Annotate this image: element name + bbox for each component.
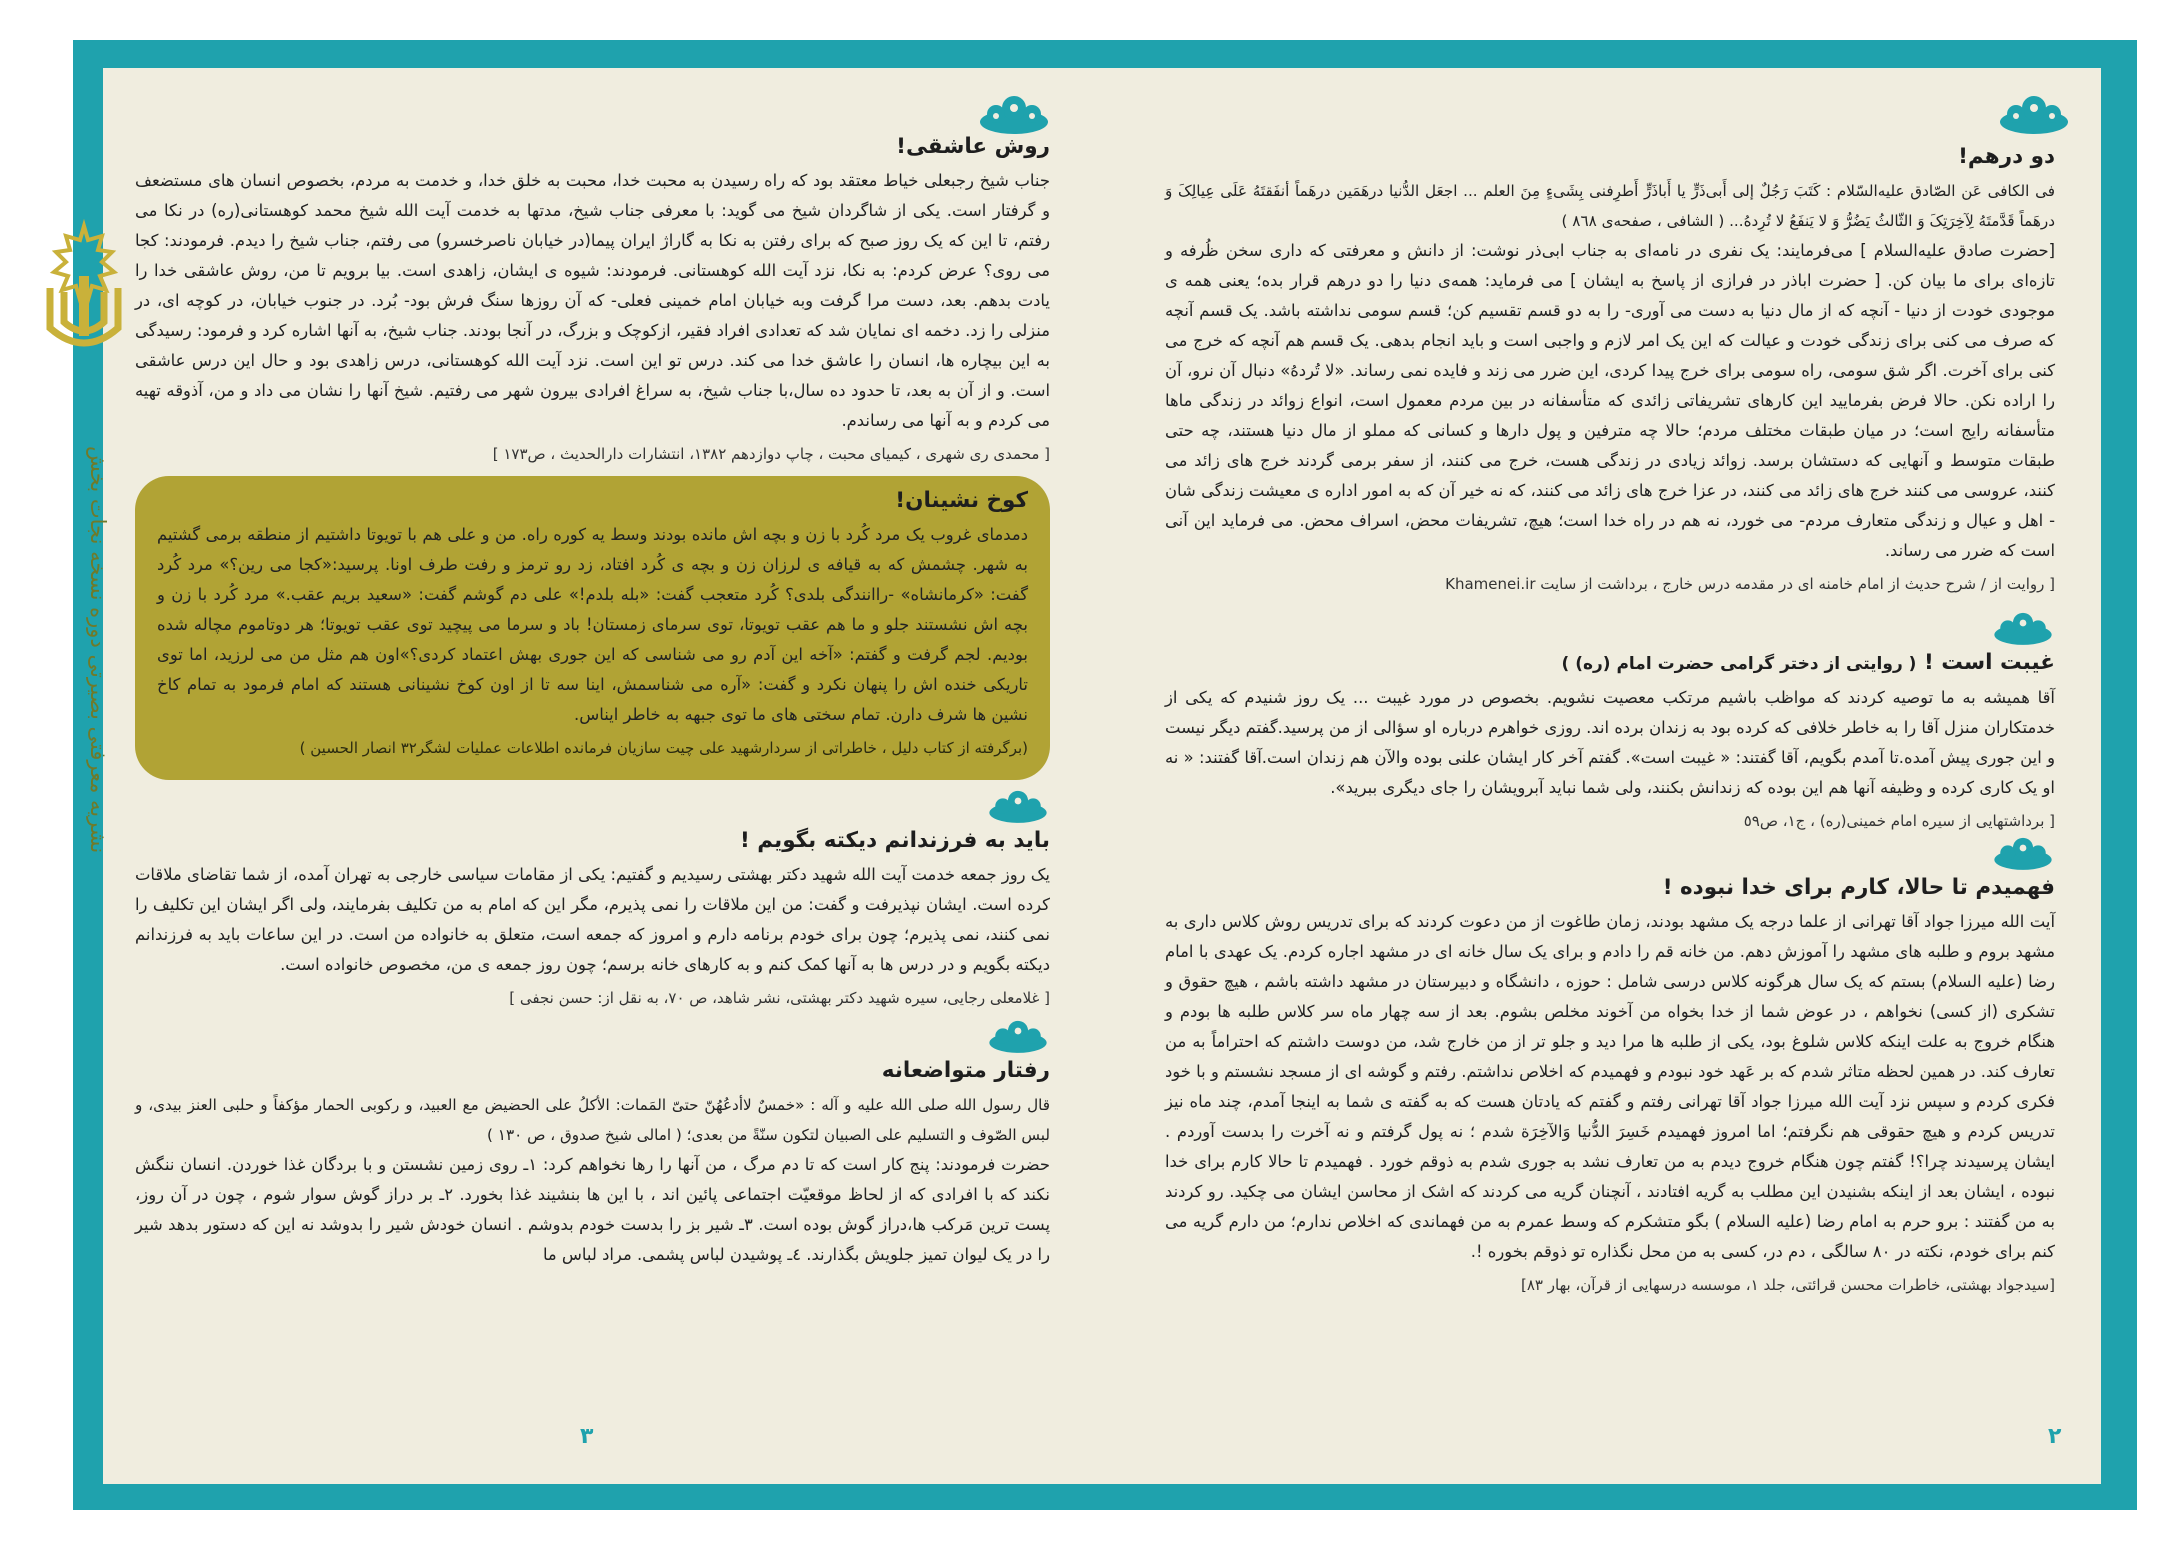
ornament-icon <box>986 1016 1050 1056</box>
hadith-text: قال رسول الله صلی الله علیه و آله : «خمسٌ لاأدعُهُنّ حتیّ المَمات: الأکلُ علی الحضیض مع العبید، و رکوبی الحمار مؤکفاً و حلبی العنز بیدی، و لبس الصّوف و التسلیم علی الصبیان لتکون سنّةً من بعدی؛ ( امالی شیخ صدوق ، ص ١٣٠ ) <box>135 1096 1050 1144</box>
section-title: دو درهم! <box>1958 144 2055 169</box>
section-dictation <box>135 826 1050 1010</box>
title-subtitle: ( روایتی از دختر گرامی حضرت امام (ره) ) <box>1561 654 1917 674</box>
ornament-icon <box>1991 608 2055 648</box>
section-title <box>1165 648 2055 679</box>
section-body: جناب شیخ رجبعلی خیاط معتقد بود که راه رسیدن به محبت خدا، محبت به خلق خدا، و خدمت به مردم، بخصوص انسان های مستضعف و گرفتار است. یکی از شاگردان شیخ می گوید: با معرفی جناب شیخ، مدتها به خدمت آیت الله شیخ محمد کوهستانی(ره) در نکا می رفتم، تا این که یک روز صبح که برای رفتن به نکا به گاراژ ایران پیما(در خیابان ناصرخسرو) می رفتم، جناب شیخ را دیدم. فرمودند: کجا می روی؟ عرض کردم: به نکا، نزد آیت الله کوهستانی. فرمودند: شیوه ی ایشان، زاهدی است. بیا برویم تا من، روش عاشقی خدا را یادت بدهم. بعد، دست مرا گرفت وبه خیابان امام خمینی فعلی- که آن روزها سنگ فرش بود- بُرد. در جنوب خیابان، در کوچه ای، در منزلی را زد. دخمه ای نمایان شد که تعدادی افراد فقیر، ازکوچک و بزرگ، در آنجا بودند. جناب شیخ، به آنها اشاره کرد و فرمود: رسیدگی به این بیچاره ها، انسان را عاشق خدا می کند. درس تو این است. نزد آیت الله کوهستانی، درس زاهدی بود و حال این درس عاشقی است. و از آن به بعد، تا حدود ده سال،با جناب شیخ، به سراغ افرادی بیرون شهر می رفتیم. شیخ آنها را نشان می داد و من، آذوقه تهیه می کردم و به آنها می رساندم. <box>135 171 1050 430</box>
section-body: آیت الله میرزا جواد آقا تهرانی از علما درجه یک مشهد بودند، زمان طاغوت از من دعوت کردند که برای تدریس روش کلاس داری به مشهد بروم و طلبه های مشهد را آموزش دهم. من خانه قم را دادم و برای یک سال خانه ای در مشهد اجاره کردم. یک عهدی با امام رضا (علیه السلام) بستم که یک سال هرگونه کلاس درسی شامل : حوزه ، دانشگاه و دبیرستان در مشهد داشته باشم ، هیچ حقوق و تشکری (از کسی) نخواهم ، در عوض شما از خدا بخواه من آخوند مخلص بشوم. بعد از سه چهار ماه سر کلاس طلبه ها بودم و هنگام خروج به علت اینکه کلاس شلوغ بود، یکی از طلبه ها مرا دید و جلو تر از من خارج شد، من دوست داشتم که احتراماً به من تعارف کند. در همین لحظه متاثر شدم که بر عَهد خود نبودم و فهمیدم که اخلاص نداشتم. رفتم و گوشه ای از مسجد نشستم و با خود فکری کردم و سپس نزد آیت الله میرزا جواد آقا تهرانی رفتم و گفتم که یادتان هست که به گفته ی شما به اینجا آمدم، چند ماه نیز تدریس کردم و هیچ حقوقی هم نگرفتم؛ اما امروز فهمیدم خَسِرَ الدُّنیا وَالآخِرَة شدم ؛ نه پول گرفتم و نه آخرت را بدست آوردم . ایشان پرسیدند چرا؟! گفتم چون هنگام خروج دیدم به من تعارف نشد به جوری شدم به ذوقم خورد . فهمیدم تا حالا کارم برای خدا نبوده ، ایشان بعد از اینکه بشنیدن این مطلب به گریه افتادند ، آنچنان گریه می کردند که اشک از محاسن ایشان می چکید. رو کردند به من گفتند : برو حرم به امام رضا (علیه السلام ) بگو متشکرم که وسط عمرم به من فهماندی که اخلاص ندارم؛ من دارم گریه می کنم برای خودم، نکته در ٨٠ سالگی ، دم در، کسی به من محل نگذاره تو ذوقم بخوره !. <box>1165 912 2055 1261</box>
section-humility <box>135 1056 1050 1270</box>
section-title: کوخ نشینان! <box>895 488 1028 513</box>
section-body: آقا همیشه به ما توصیه کردند که مواظب باشیم مرتکب معصیت نشویم. بخصوص در مورد غیبت ... یک روز شنیدم که یکی از خدمتکاران منزل آقا را به خاطر خلافی که کرده بود به زندان برده اند. روزی خواهرم درباره او سؤالی از من پرسید.گفتم دیگر نیست و این جوری پیش آمده.تا آمدم بگویم، آقا گفتند: « غیبت است». گفتم آخر کار ایشان علنی بوده والآن هم زندان است.آقا گفتند: « نه او یک کاری کرده و وظیفه آنها هم این بوده که زندانش بکنند، ولی شما نباید آبرویشان را جای دیگری ببرید». <box>1165 688 2055 797</box>
ornament-icon <box>986 786 1050 826</box>
section-body: یک روز جمعه خدمت آیت الله شهید دکتر بهشتی رسیدیم و گفتیم: یکی از مقامات سیاسی خارجی به تهران آمده، از شما تقاضای ملاقات کرده است. ایشان نپذیرفت و گفت: من این ملاقات را نمی پذیرم، مگر این که امام به من تکلیف بفرمایند، ولی اگر ایشان این تکلیف را نمی کنند، نمی پذیرم؛ چون برای خودم برنامه دارم و امروز که جمعه است، متعلق به خانواده من است. در این ساعات باید به فرزندانم دیکته بگویم و در درس ها به آنها کمک کنم و به کارهای خانه برسم؛ چون روز جمعه ی من، مخصوص خانواده است. <box>135 865 1050 974</box>
page-number-right: ٢ <box>2048 1424 2062 1449</box>
section-source: (برگرفته از کتاب دلیل ، خاطراتی از سردارشهید علی چیت سازیان فرمانده اطلاعات عملیات لشگر٣٢ انصار الحسین ) <box>299 739 1028 757</box>
title-main: غیبت است ! <box>1923 650 2055 675</box>
section-gheybat <box>1165 648 2055 833</box>
page-number-left: ٣ <box>580 1424 594 1449</box>
magazine-logo-icon <box>28 218 140 368</box>
left-column <box>135 96 1050 1270</box>
section-body: [حضرت صادق علیه‌السلام ] می‌فرمایند: یک نفری در نامه‌ای به جناب ابی‌ذر نوشت: از دانش و معرفتی که داری سخن ظُرفه و تازه‌ای برای ما بیان کن. [ حضرت اباذر در فرازی از پاسخ به ایشان ] می فرماید: همه‌ی دنیا را دو درهم قرار بده؛ یعنی همه ی موجودی خودت از دنیا - آنچه که از مال دنیا به دست می آوری- را به دو قسم تقسیم کن؛ قسم سومی نداشته باشد. یک قسم آنچه که صرف می کنی برای زندگی خودت و عیالت که این یک امر لازم و واجبی است و باید انجام بدهی. یک قسم هم آنچه که خرج می کنی برای آخرت. اگر شق سومی، راه سومی برای خرج پیدا کردی، این ضرر می زند و فایده نمی رساند. «لا تُردهُ» دنبال آن نرو، آن را اراده نکن. حالا فرض بفرمایید این کارهای تشریفاتی زائدی که متأسفانه در بین مردم معمول است، انواع زوائد در زندگی ماها متأسفانه رایج است؛ در میان طبقات مختلف مردم؛ حالا چه مترفین و پول دارها و کسانی که مملو از مال دنیا هستند، چه حتی طبقات متوسط و آنهایی که دستشان برسد. زوائد زیادی در زندگی هست، خرج می کنند، از سفر برمی گردند خرج های زائد می کنند، عروسی می کنند خرج های زائد می کنند، در عزا خرج های زائد می کنند، که نه خیر آن که به امور اداره ی معیشت زندگی شان - اهل و عیال و زندگی متعارف مردم- می خورد، نه هم در راه خدا است؛ هیچ، تشریفات محض، اسراف محض. می فرماید این آنی است که ضرر می رساند. <box>1165 241 2055 560</box>
section-title: فهمیدم تا حالا، کارم برای خدا نبوده ! <box>1662 875 2055 900</box>
section-love-method <box>135 132 1050 466</box>
section-body: حضرت فرمودند: پنج کار است که تا دم مرگ ، من آنها را رها نخواهم کرد: ١ـ روی زمین نشستن و با بردگان غذا خوردن. انسان ننگش نکند که با افرادی که از لحاظ موقعیّت اجتماعی پائین اند ، با این ها بنشیند غذا بخورد. ٢ـ بر دراز گوش سوار شوم ، چون در آن روز، پست ترین مَرکب ها،دراز گوش بوده است. ٣ـ شیر بز را بدست خودم بدوشم . انسان خودش شیر را بدوشد نه این که دستور بدهد شیر را در یک لیوان تمیز جلویش بگذارند. ٤ـ پوشیدن لباس پشمی. مراد لباس ما <box>135 1155 1051 1264</box>
section-body: دمدمای غروب یک مرد کُرد با زن و بچه اش مانده بودند وسط یه کوره راه. من و علی هم با تویوتا داشتیم از منطقه برمی گشتیم به شهر. چشمش که به قیافه ی لرزان زن و بچه ی کُرد افتاد، زد رو ترمز و رفت طرف اونا. پرسید:«کجا می رین؟» مرد کُرد گفت: «کرمانشاه» -راانندگی بلدی؟ کُرد متعجب گفت: «بله بلدم!» علی دم گوشم گفت: «سعید بریم عقب.» مرد کُرد با زن و بچه اش نشستند جلو و ما هم عقب تویوتا، توی سرمای زمستان! باد و سرما می پیچید توی عقب تویوتا؛ هر دوتاموم مچاله شده بودیم. لجم گرفت و گفتم: «آخه این آدم رو می شناسی که این جوری بهش اعتماد کردی؟»اون هم مثل من می لرزید، اما توی تاریکی خنده اش را پنهان نکرد و گفت: «آره می شناسمش، اینا سه تا از اون کوخ نشینانی هستند که امام فرمود به تمام کاخ نشین ها شرف دارن. تمام سختی های ما توی جبهه به خاطر ایناس. <box>157 525 1028 724</box>
section-title: باید به فرزندانم دیکته بگویم ! <box>739 828 1050 853</box>
section-source: [سیدجواد بهشتی، خاطرات محسن قرائتی، جلد ١، موسسه درسهایی از قرآن، بهار ٨٣] <box>1521 1276 2055 1294</box>
section-hut-dwellers-box <box>135 476 1050 780</box>
section-two-dirhams <box>1165 142 2055 596</box>
section-title: روش عاشقی! <box>896 134 1050 159</box>
section-source: [ برداشتهایی از سیره امام خمینی(ره) ، ج١، ص٥٩ <box>1743 812 2055 830</box>
ornament-icon <box>1991 833 2055 873</box>
hadith-text: فی الکافی عَن الصّادق علیه‌السّلام : کَتَبَ رَجُلٌ إلی أَبی‌ذَرٍّ یا أَباذَرٍّ أَطرِفنی بِشَیءٍ مِنَ العلم ... اجعَل الدُّنیا درهَمَین درهَماً أنفَقتَهُ عَلَی عِیالِکَ وَ درهَماً قَدَّمتَهُ لِآخِرَتِکَ وَ الثّالثُ یَضُرُّ وَ لا یَنفَعُ لا تُرِدهُ... ( الشافی ، صفحه‌ی ٨٦٨ ) <box>1165 182 2055 230</box>
section-title: رفتار متواضعانه <box>881 1058 1050 1083</box>
section-source: [ روایت از / شرح حدیث از امام خامنه ای در مقدمه درس خارج ، برداشت از سایت Khamenei.ir <box>1445 575 2055 593</box>
section-source: [ محمدی ری شهری ، کیمیای محبت ، چاپ دوازدهم ١٣٨٢، انتشارات دارالحدیث ، ص١٧٣ ] <box>492 445 1050 463</box>
spine-label: نشریه معرفتی بصیرتی دوره نسخه نجات بخش <box>86 446 110 854</box>
right-column <box>1165 96 2055 1297</box>
section-sincerity <box>1165 873 2055 1297</box>
section-source: [ غلامعلی رجایی، سیره شهید دکتر بهشتی، نشر شاهد، ص ٧٠، به نقل از: حسن نجفی ] <box>509 989 1050 1007</box>
